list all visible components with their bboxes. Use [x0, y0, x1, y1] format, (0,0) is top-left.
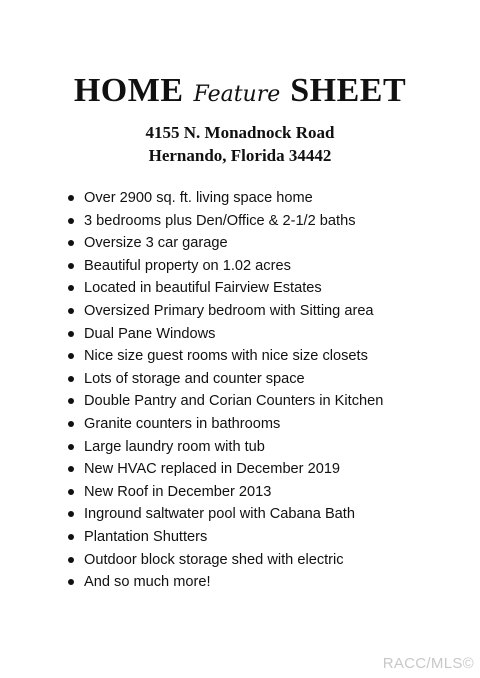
- feature-text: Inground saltwater pool with Cabana Bath: [84, 506, 355, 523]
- feature-item: [68, 187, 468, 210]
- feature-item: [68, 300, 468, 323]
- feature-list: [68, 187, 468, 594]
- page-title: [0, 74, 480, 108]
- feature-item: [68, 549, 468, 572]
- feature-item: [68, 323, 468, 346]
- bullet-icon: [68, 308, 74, 314]
- bullet-icon: [68, 534, 74, 540]
- bullet-icon: [68, 489, 74, 495]
- feature-item: [68, 277, 468, 300]
- feature-text: 3 bedrooms plus Den/Office & 2-1/2 baths: [84, 212, 356, 229]
- feature-item: [68, 345, 468, 368]
- feature-item: [68, 571, 468, 594]
- bullet-icon: [68, 218, 74, 224]
- feature-text: And so much more!: [84, 574, 211, 591]
- feature-text: Double Pantry and Corian Counters in Kitchen: [84, 393, 384, 410]
- bullet-icon: [68, 353, 74, 359]
- bullet-icon: [68, 398, 74, 404]
- feature-item: [68, 413, 468, 436]
- feature-text: Beautiful property on 1.02 acres: [84, 257, 291, 274]
- title-home: HOME: [73, 72, 184, 109]
- feature-text: New HVAC replaced in December 2019: [84, 461, 341, 478]
- feature-text: Lots of storage and counter space: [84, 370, 305, 387]
- title-feature-script: Feature: [193, 82, 281, 107]
- mls-watermark: RACC/MLS©: [382, 655, 474, 672]
- title-sheet: SHEET: [290, 72, 407, 109]
- feature-text: Outdoor block storage shed with electric: [84, 551, 344, 568]
- bullet-icon: [68, 376, 74, 382]
- feature-item: [68, 368, 468, 391]
- feature-item: [68, 436, 468, 459]
- feature-text: Large laundry room with tub: [84, 438, 265, 455]
- feature-item: [68, 526, 468, 549]
- bullet-icon: [68, 331, 74, 337]
- feature-text: Nice size guest rooms with nice size closets: [84, 348, 368, 365]
- bullet-icon: [68, 466, 74, 472]
- bullet-icon: [68, 511, 74, 517]
- bullet-icon: [68, 195, 74, 201]
- address-street: 4155 N. Monadnock Road: [145, 123, 335, 142]
- bullet-icon: [68, 263, 74, 269]
- feature-item: [68, 255, 468, 278]
- bullet-icon: [68, 444, 74, 450]
- feature-text: Plantation Shutters: [84, 528, 208, 545]
- feature-item: [68, 390, 468, 413]
- feature-text: New Roof in December 2013: [84, 483, 272, 500]
- feature-text: Over 2900 sq. ft. living space home: [84, 190, 313, 206]
- bullet-icon: [68, 557, 74, 563]
- feature-item: [68, 458, 468, 481]
- bullet-icon: [68, 285, 74, 291]
- feature-text: Dual Pane Windows: [84, 325, 216, 342]
- feature-text: Granite counters in bathrooms: [84, 415, 281, 432]
- feature-text: Oversized Primary bedroom with Sitting area: [84, 302, 374, 319]
- address-city-state-zip: Hernando, Florida 34442: [148, 146, 332, 165]
- feature-item: [68, 232, 468, 255]
- bullet-icon: [68, 240, 74, 246]
- feature-text: Oversize 3 car garage: [84, 235, 228, 252]
- feature-text: Located in beautiful Fairview Estates: [84, 280, 322, 297]
- bullet-icon: [68, 421, 74, 427]
- feature-item: [68, 481, 468, 504]
- bullet-icon: [68, 579, 74, 585]
- feature-item: [68, 503, 468, 526]
- feature-item: [68, 210, 468, 233]
